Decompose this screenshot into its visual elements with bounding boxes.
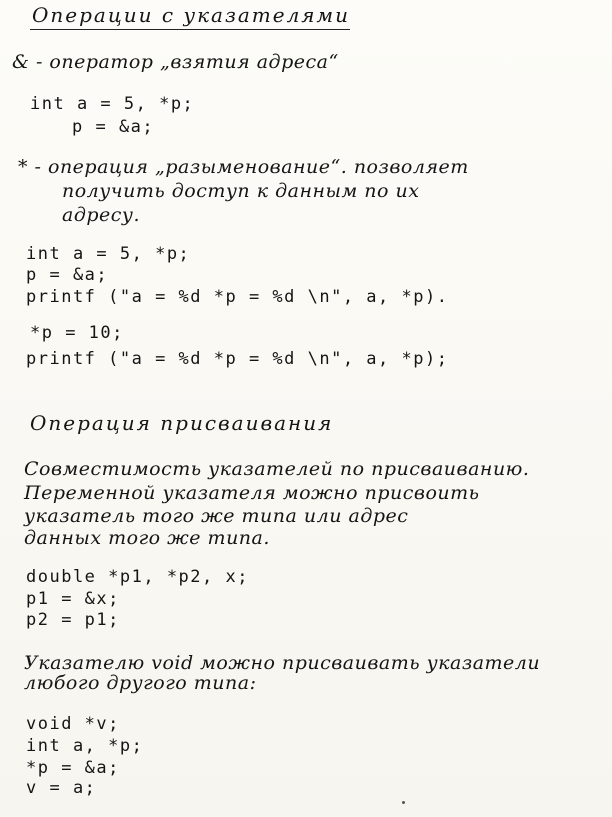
text-line: * - операция „разыменование“. позволяет bbox=[18, 156, 469, 178]
code-line: v = a; bbox=[26, 778, 97, 798]
code-line: double *p1, *p2, x; bbox=[26, 567, 249, 587]
text-line: получить доступ к данным по их bbox=[62, 180, 420, 202]
text-line: указатель того же типа или адрес bbox=[24, 505, 409, 527]
code-line: p = &a; bbox=[26, 265, 109, 285]
code-line: *p = &a; bbox=[26, 758, 120, 778]
ink-dot bbox=[402, 801, 405, 804]
text-line: Совместимость указателей по присваиванию. bbox=[24, 458, 530, 480]
section-heading: Операция присваивания bbox=[30, 411, 334, 435]
code-line: p2 = p1; bbox=[26, 610, 120, 630]
code-line: *p = 10; bbox=[30, 323, 124, 343]
text-line: любого другого типа: bbox=[24, 672, 257, 694]
code-line: p = &a; bbox=[72, 117, 155, 137]
code-line: int a, *p; bbox=[26, 736, 144, 756]
text-line: & - оператор „взятия адреса“ bbox=[12, 51, 339, 73]
code-line: void *v; bbox=[26, 714, 120, 734]
page-title: Операции с указателями bbox=[32, 3, 351, 27]
code-line: int a = 5, *p; bbox=[26, 244, 191, 264]
code-line: p1 = &x; bbox=[26, 589, 120, 609]
text-line: данных того же типа. bbox=[24, 527, 270, 549]
text-line: Указателю void можно присваивать указатели bbox=[24, 652, 541, 674]
title-underline bbox=[30, 29, 350, 30]
code-line: printf ("a = %d *p = %d \n", a, *p). bbox=[26, 287, 449, 307]
code-line: int a = 5, *p; bbox=[30, 94, 195, 114]
text-line: адресу. bbox=[62, 204, 140, 226]
text-line: Переменной указателя можно присвоить bbox=[24, 482, 480, 504]
code-line: printf ("a = %d *p = %d \n", a, *p); bbox=[26, 349, 449, 369]
